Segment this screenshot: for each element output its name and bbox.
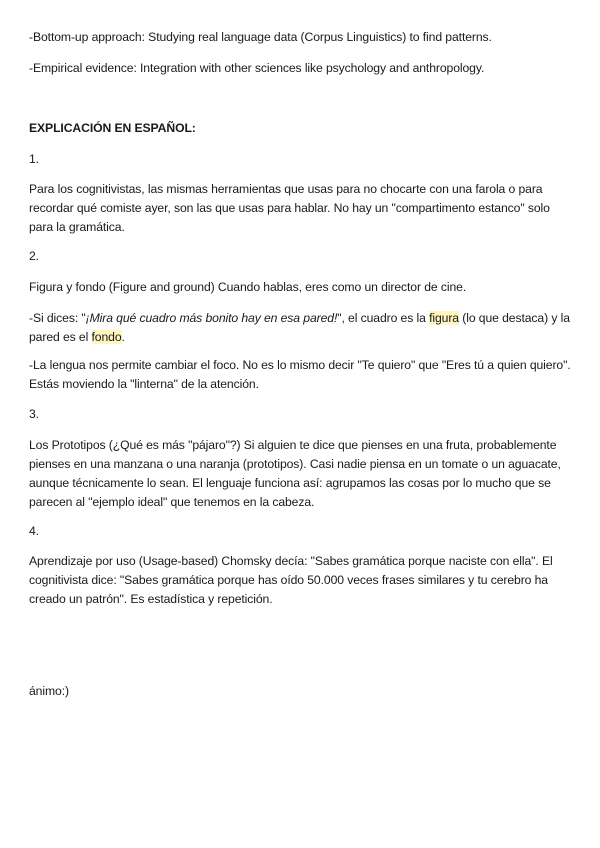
section-number-3: 3.: [29, 407, 39, 421]
example-prefix: -Si dices: ": [29, 311, 86, 325]
section-1-text: Para los cognitivistas, las mismas herramientas que usas para no chocarte con una farola o para recordar qué comiste ayer, son las que usas para hablar. No hay un "compartimento estanco" solo para la gramática.: [29, 182, 550, 234]
figure-ground-example: [29, 309, 577, 347]
empirical-line: -Empirical evidence: Integration with other sciences like psychology and anthropology.: [29, 61, 485, 75]
section-2-text: Figura y fondo (Figure and ground) Cuando hablas, eres como un director de cine.: [29, 280, 467, 294]
section-3-text: Los Prototipos (¿Qué es más "pájaro"?) Si alguien te dice que pienses en una fruta, probablemente pienses en una manzana o una naranja (prototipos). Casi nadie piensa en un tomate o un aguacate, aunque técnicamente lo sean. El lenguaje funciona así: agrupamos las cosas por lo mucho que se parecen al "ejemplo ideal" que tenemos en la cabeza.: [29, 438, 561, 509]
example-mid-1: ", el cuadro es la: [337, 311, 430, 325]
example-mid-2: (lo que destaca) y la pared es el: [29, 311, 570, 344]
highlight-fondo: fondo: [91, 330, 122, 344]
focus-text: -La lengua nos permite cambiar el foco. No es lo mismo decir "Te quiero" que "Eres tú a quien quiero". Estás moviendo la "linterna" de la atención.: [29, 358, 571, 391]
section-4-text: Aprendizaje por uso (Usage-based) Chomsky decía: "Sabes gramática porque naciste con ella". El cognitivista dice: "Sabes gramática porque has oído 50.000 veces frases similares y tu cerebro ha creado un patrón". Es estadística y repetición.: [29, 554, 553, 606]
section-number-1: 1.: [29, 152, 39, 166]
section-number-2: 2.: [29, 249, 39, 263]
section-number-4: 4.: [29, 524, 39, 538]
highlight-figura: figura: [429, 311, 459, 325]
closing-text: ánimo:): [29, 684, 69, 698]
bottom-up-line: -Bottom-up approach: Studying real language data (Corpus Linguistics) to find patterns.: [29, 30, 492, 44]
section-heading: EXPLICACIÓN EN ESPAÑOL:: [29, 121, 196, 135]
example-quote: ¡Mira qué cuadro más bonito hay en esa pared!: [85, 311, 338, 325]
example-suffix: .: [121, 330, 125, 344]
